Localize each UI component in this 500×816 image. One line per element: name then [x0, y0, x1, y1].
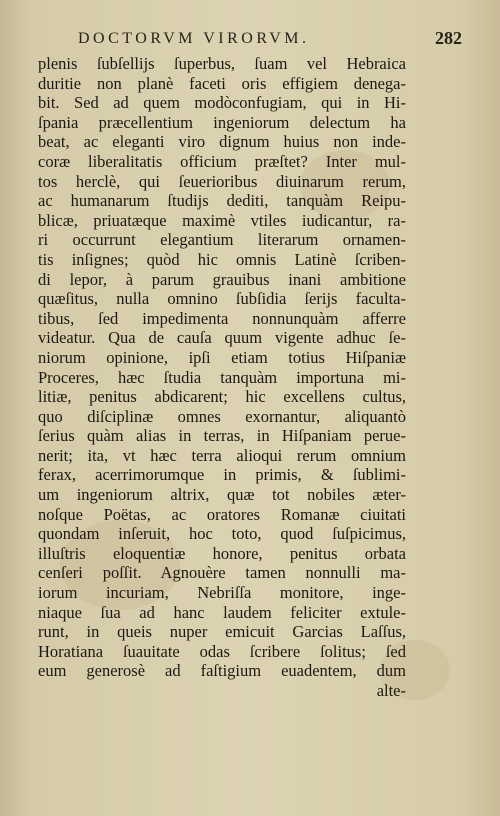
text-line: tibus, ſed impedimenta nonnunquàm afferre: [38, 308, 406, 328]
running-title: DOCTORVM VIRORVM.: [78, 30, 310, 47]
text-line: quondam inſeruit, hoc toto, quod ſuſpicimus,: [38, 524, 406, 544]
text-line: quo diſciplinæ omnes exornantur, aliquantò: [38, 406, 406, 426]
text-line: niaque ſua ad hanc laudem feliciter extule-: [38, 602, 406, 622]
text-line: noſque Poëtas, ac oratores Romanæ ciuitati: [38, 504, 406, 524]
text-line: iorum incuriam, Nebriſſa monitore, inge-: [38, 583, 406, 603]
text-line: ferax, acerrimorumque in primis, & ſublimi-: [38, 465, 406, 485]
text-line: ſpania præcellentium ingeniorum delectum ha: [38, 112, 406, 132]
text-line: bit. Sed ad quem modòconfugiam, qui in Hi-: [38, 93, 406, 113]
text-line: runt, in queis nuper emicuit Garcias Laſſus,: [38, 622, 406, 642]
text-line: nerit; ita, vt hæc terra alioqui rerum omnium: [38, 445, 406, 465]
text-line: tis inſignes; quòd hic omnis Latinè ſcriben-: [38, 249, 406, 269]
text-line: duritie non planè faceti oris effigiem denega-: [38, 73, 406, 93]
text-line: ac humanarum ſtudijs dediti, tanquàm Reipu-: [38, 191, 406, 211]
text-line: beat, ac eleganti viro dignum huius non inde-: [38, 132, 406, 152]
text-line: cenſeri poſſit. Agnouère tamen nonnulli ma-: [38, 563, 406, 583]
text-line: ſerius quàm alias in terras, in Hiſpaniam perue-: [38, 426, 406, 446]
text-line: litiæ, penitus abdicarent; hic excellens cultus,: [38, 387, 406, 407]
text-line: Proceres, hæc ſtudia tanquàm importuna mi-: [38, 367, 406, 387]
text-line: niorum opinione, ipſi etiam totius Hiſpaniæ: [38, 347, 406, 367]
text-line: blicæ, priuatæque maximè vtiles iudicantur, ra-: [38, 210, 406, 230]
running-head: [78, 28, 468, 52]
text-line: eum generosè ad faſtigium euadentem, dum: [38, 661, 406, 681]
text-line: di lepor, à parum grauibus inani ambitione: [38, 269, 406, 289]
text-line: Horatiana ſuauitate odas ſcribere ſolitus; ſed: [38, 641, 406, 661]
text-line: illuſtris eloquentiæ honore, penitus orbata: [38, 543, 406, 563]
text-line: alte-: [376, 681, 406, 700]
text-line: ri occurrunt elegantium literarum ornamen-: [38, 230, 406, 250]
page-number: 282: [435, 28, 462, 48]
text-line: um ingeniorum altrix, quæ tot nobiles æter-: [38, 485, 406, 505]
text-line: plenis ſubſellijs ſuperbus, ſuam vel Hebraica: [38, 54, 406, 73]
text-line: quæſitus, nulla omnino ſubſidia ſerijs faculta-: [38, 289, 406, 309]
text-line: coræ liberalitatis officium præſtet? Inter mul-: [38, 151, 406, 171]
body-text: [38, 54, 406, 701]
text-line: videatur. Qua de cauſa quum vigente adhuc ſe-: [38, 328, 406, 348]
text-line: tos herclè, qui ſeuerioribus diuinarum rerum,: [38, 171, 406, 191]
